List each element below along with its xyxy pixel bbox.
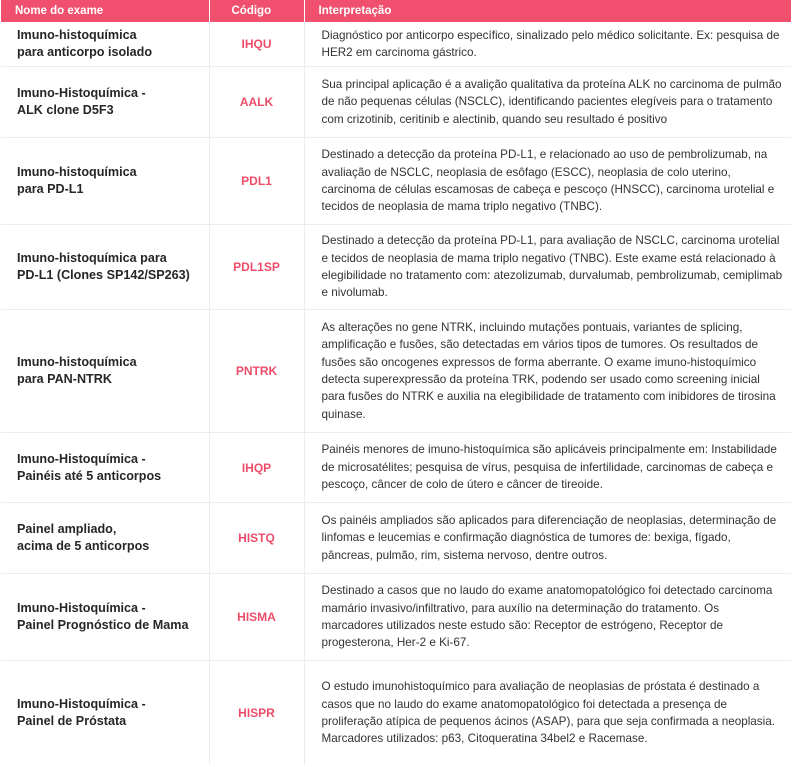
exam-name-line: Imuno-Histoquímica - xyxy=(17,86,146,100)
exam-name-line: para anticorpo isolado xyxy=(17,45,153,59)
exam-name-line: para PD-L1 xyxy=(17,182,84,196)
exam-name-line: Imuno-histoquímica xyxy=(17,165,137,179)
exam-interpretation: Destinado a casos que no laudo do exame anatomopatológico foi detectado carcinoma mamário invasivo/infiltrativo, para auxílio na determinação do tratamento. Os marcadores utilizados neste estudo são: Receptor de estrógeno, Receptor de progesterona, Her-2 e Ki-67. xyxy=(304,574,791,661)
exam-code: IHQU xyxy=(209,22,304,67)
exam-code: HISPR xyxy=(209,661,304,766)
table-row xyxy=(1,310,791,433)
exam-interpretation: O estudo imunohistoquímico para avaliação de neoplasias de próstata é destinado a casos que no laudo do exame anatomopatológico foi detectada a presença de proliferação atípica de pequenos ácinos (ASAP), para que seja confirmada a neoplasia. Marcadores utilizados: p63, Citoqueratina 34bel2 e Racemase. xyxy=(321,680,775,746)
table-row xyxy=(1,433,791,503)
exam-code: PDL1 xyxy=(209,138,304,225)
exam-name xyxy=(1,503,209,574)
exam-interpretation: Destinado a detecção da proteína PD-L1, e relacionado ao uso de pembrolizumab, na avaliação de NSCLC, neoplasia de esôfago (ESCC), neoplasia de colo uterino, carcinoma de células escamosas de cabeça e pescoço (HNSCC), carcinoma urotelial e tecidos de neoplasia de mama triplo negativo (TNBC). xyxy=(304,138,791,225)
exam-name-line: acima de 5 anticorpos xyxy=(17,539,150,553)
exam-interpretation: Painéis menores de imuno-histoquímica são aplicáveis principalmente em: Instabilidade de microsatélites; pesquisa de vírus, pesquisa de infertilidade, carcinomas de cabeça e pescoço, câncer de colo de útero e câncer de tireoide. xyxy=(304,433,791,503)
table-body xyxy=(1,22,791,765)
exam-name-line: Imuno-histoquímica xyxy=(17,355,137,369)
exam-table xyxy=(1,0,791,765)
table-row xyxy=(1,22,791,67)
table-row xyxy=(1,503,791,574)
exam-name-line: para PAN-NTRK xyxy=(17,372,112,386)
exam-name-line: Imuno-histoquímica para xyxy=(17,251,167,265)
exam-name-line: Painéis até 5 anticorpos xyxy=(17,468,162,483)
exam-name-line: Imuno-Histoquímica - xyxy=(17,601,146,615)
exam-name xyxy=(1,22,209,67)
table-row xyxy=(1,225,791,310)
exam-name xyxy=(1,574,209,661)
exam-interpretation: As alterações no gene NTRK, incluindo mutações pontuais, variantes de splicing, amplificação e fusões, são detectadas em vários tipos de tumores. Os resultados de fusões são oncogenes expressos de forma aberrante. O exame imuno-histoquímico detecta superexpressão da proteína TRK, podendo ser usado como screening inicial para fusões do NTRK e auxilia na elegibilidade de tratamento com inibidores de tirosina quinase. xyxy=(304,310,791,433)
exam-name-line: Painel de Próstata xyxy=(17,714,127,728)
table-header xyxy=(1,0,791,22)
table-row xyxy=(1,138,791,225)
header-name: Nome do exame xyxy=(1,0,209,22)
exam-name xyxy=(1,661,209,766)
exam-name-line: Painel ampliado, xyxy=(17,522,117,536)
exam-name xyxy=(1,310,209,433)
exam-name-line: Imuno-Histoquímica - xyxy=(17,697,146,711)
exam-code: IHQP xyxy=(209,433,304,503)
exam-name xyxy=(1,225,209,310)
exam-name xyxy=(1,67,209,138)
exam-interpretation: Sua principal aplicação é a avalição qualitativa da proteína ALK no carcinoma de pulmão de não pequenas células (NSCLC), identificando pacientes elegíveis para o tratamento com crizotinib, ceritinib e alectinib, quando seu resultado é positivo xyxy=(304,67,791,138)
exam-code: HISMA xyxy=(209,574,304,661)
table-row xyxy=(1,67,791,138)
exam-code: HISTQ xyxy=(209,503,304,574)
exam-interpretation: Os painéis ampliados são aplicados para diferenciação de neoplasias, determinação de linfomas e leucemias e confirmação diagnóstica de tumores de: bexiga, fígado, pâncreas, pulmão, rim, sistema nervoso, dentre outros. xyxy=(304,503,791,574)
exam-name xyxy=(1,138,209,225)
exam-name-line: ALK clone D5F3 xyxy=(17,103,114,117)
exam-name-line: Painel Prognóstico de Mama xyxy=(17,618,189,632)
exam-name-line: PD-L1 (Clones SP142/SP263) xyxy=(17,268,190,282)
header-interpretation: Interpretação xyxy=(304,0,791,22)
exam-code: AALK xyxy=(209,67,304,138)
exam-name-line: Imuno-Histoquímica - xyxy=(17,451,146,466)
exam-interpretation: Destinado a detecção da proteína PD-L1, para avaliação de NSCLC, carcinoma urotelial e tecidos de neoplasia de mama triplo negativo (TNBC). Este exame está relacionado à elegibilidade no tratamento com: atezolizumab, durvalumab, pembrolizumab, cemiplimab e nivolumab. xyxy=(304,225,791,310)
exam-code: PDL1SP xyxy=(209,225,304,310)
table-row xyxy=(1,574,791,661)
exam-name xyxy=(1,433,209,503)
exam-code: PNTRK xyxy=(209,310,304,433)
exam-interpretation: Diagnóstico por anticorpo específico, sinalizado pelo médico solicitante. Ex: pesquisa de HER2 em carcinoma gástrico. xyxy=(304,22,791,67)
table-row xyxy=(1,661,791,766)
exam-name-line: Imuno-histoquímica xyxy=(17,28,137,42)
header-code: Código xyxy=(209,0,304,22)
